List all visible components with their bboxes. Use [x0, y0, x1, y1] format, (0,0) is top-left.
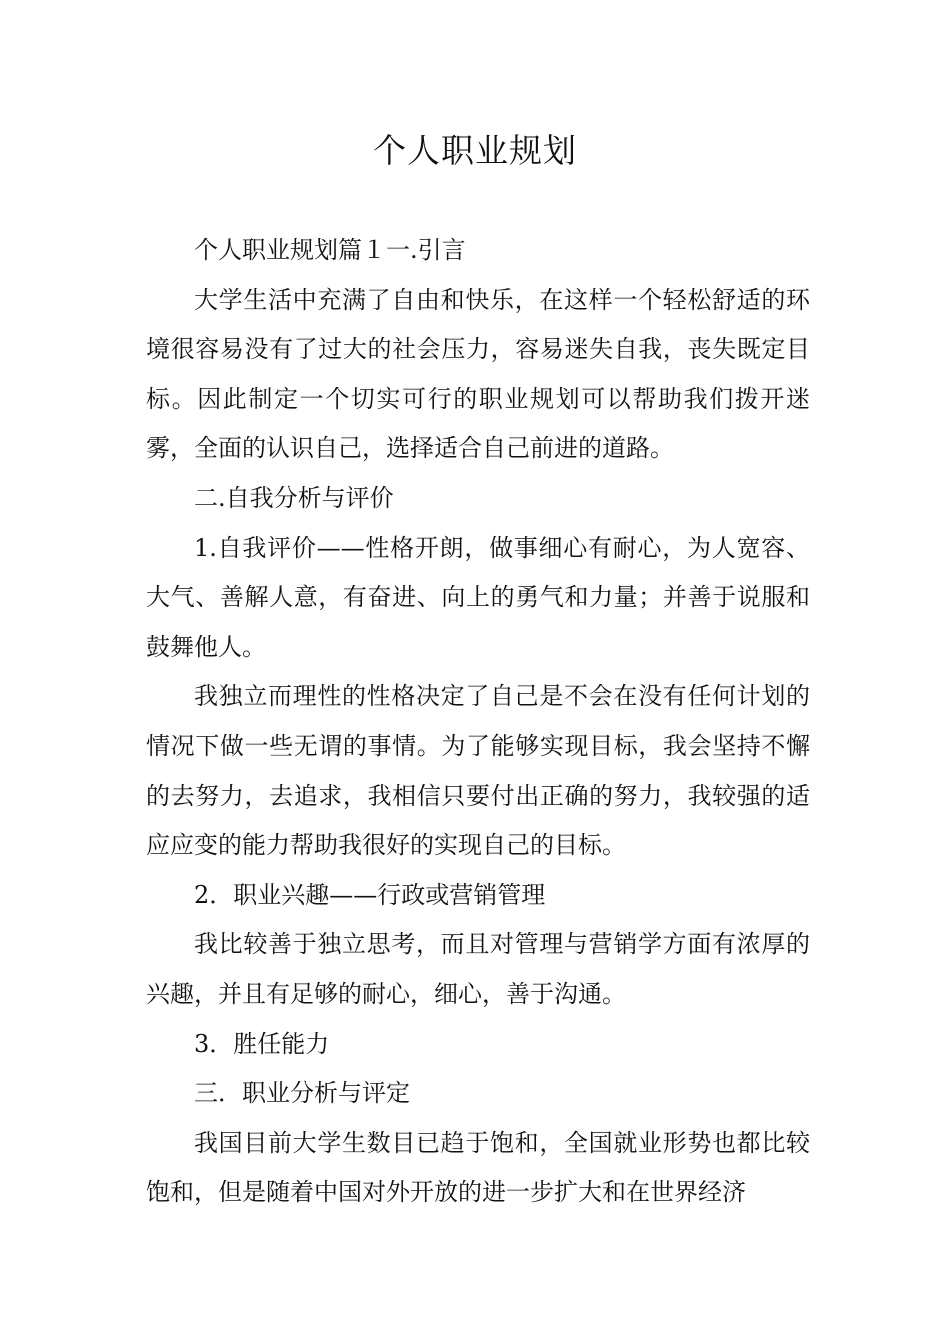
paragraph-personality: 我独立而理性的性格决定了自己是不会在没有任何计划的情况下做一些无谓的事情。为了能够实现目标，我会坚持不懈的去努力，去追求，我相信只要付出正确的努力，我较强的适应应变的能力帮助我很好的实现自己的目标。: [146, 682, 810, 860]
paragraph-self-analysis-heading: 二.自我分析与评价: [194, 483, 394, 512]
paragraph-career-analysis-text: 我国目前大学生数目已趋于饱和，全国就业形势也都比较饱和，但是随着中国对外开放的进一步扩大和在世界经济: [146, 1128, 810, 1207]
paragraph-career-interest-heading: 2．职业兴趣——行政或营销管理: [194, 880, 546, 909]
document-body: [146, 226, 810, 1218]
paragraph-career-analysis-heading: 三．职业分析与评定: [194, 1079, 410, 1108]
paragraph-intro-text: 大学生活中充满了自由和快乐，在这样一个轻松舒适的环境很容易没有了过大的社会压力，容易迷失自我，丧失既定目标。因此制定一个切实可行的职业规划可以帮助我们拨开迷雾，全面的认识自己，选择适合自己前进的道路。: [146, 285, 810, 463]
document-title: 个人职业规划: [373, 131, 577, 170]
paragraph-competence-heading: 3．胜任能力: [194, 1029, 330, 1058]
paragraph-intro-heading: 个人职业规划篇１一.引言: [194, 236, 466, 264]
paragraph-self-evaluation: 1.自我评价——性格开朗，做事细心有耐心，为人宽容、大气、善解人意，有奋进、向上的勇气和力量；并善于说服和鼓舞他人。: [146, 533, 810, 661]
paragraph-career-interest-text: 我比较善于独立思考，而且对管理与营销学方面有浓厚的兴趣，并且有足够的耐心，细心，善于沟通。: [146, 930, 810, 1008]
